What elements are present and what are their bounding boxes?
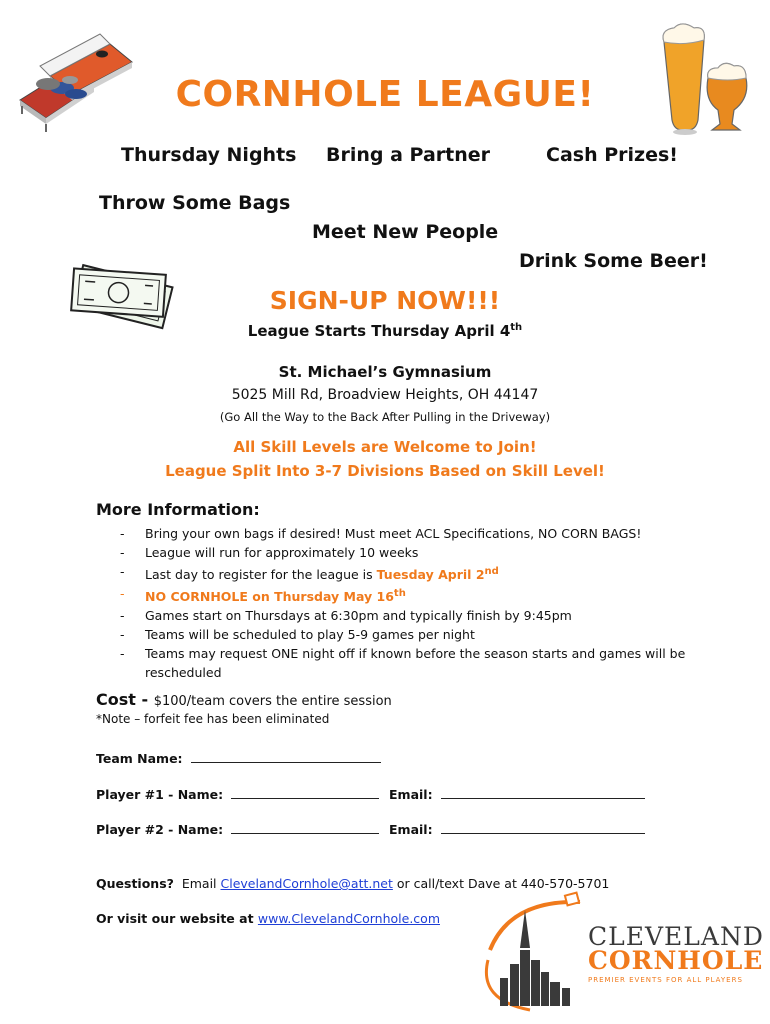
- logo-cleveland: CLEVELAND: [588, 922, 764, 951]
- questions-pre: Email: [173, 876, 221, 891]
- cost-note: *Note – forfeit fee has been eliminated: [96, 712, 330, 726]
- list-item: [120, 625, 720, 644]
- player1-email-label: Email:: [389, 787, 433, 802]
- email-link[interactable]: ClevelandCornhole@att.net: [220, 876, 393, 891]
- player1-name-field[interactable]: [231, 786, 379, 799]
- list-item: [120, 562, 720, 584]
- register-deadline-sup: nd: [484, 566, 499, 577]
- tagline-thursday: Thursday Nights: [121, 144, 297, 166]
- cleveland-cornhole-logo: [470, 890, 764, 1020]
- welcome-line-2: League Split Into 3-7 Divisions Based on Skill Level!: [165, 462, 605, 480]
- bullet-dash: -: [120, 586, 125, 602]
- info-item-text: League will run for approximately 10 weeks: [145, 545, 419, 560]
- player1-name-label: Player #1 - Name:: [96, 787, 224, 802]
- cost-line: [96, 690, 392, 709]
- tagline-people: Meet New People: [312, 221, 499, 243]
- logo-tagline: PREMIER EVENTS FOR ALL PLAYERS: [588, 976, 743, 984]
- info-item-text: Games start on Thursdays at 6:30pm and typically finish by 9:45pm: [145, 608, 572, 624]
- tagline-bags: Throw Some Bags: [99, 192, 291, 214]
- list-item: [120, 606, 720, 625]
- league-start-text: League Starts Thursday April 4: [247, 322, 511, 340]
- list-item: [120, 644, 720, 682]
- info-item-text: Bring your own bags if desired! Must meet ACL Specifications, NO CORN BAGS!: [145, 526, 642, 541]
- tagline-partner: Bring a Partner: [326, 144, 491, 166]
- tagline-beer: Drink Some Beer!: [519, 250, 708, 272]
- player1-name-row: [96, 786, 379, 802]
- list-item: [120, 584, 720, 606]
- player1-email-row: [389, 786, 645, 802]
- signup-heading: SIGN-UP NOW!!!: [269, 286, 501, 315]
- venue-name: St. Michael’s Gymnasium: [278, 363, 492, 381]
- player2-email-field[interactable]: [441, 821, 645, 834]
- more-info-heading: More Information:: [96, 500, 260, 519]
- bullet-dash: -: [120, 627, 125, 643]
- list-item: [120, 524, 720, 543]
- league-start-sup: th: [510, 322, 523, 333]
- website-line: [96, 911, 440, 926]
- venue-address: 5025 Mill Rd, Broadview Heights, OH 44147: [231, 387, 539, 403]
- team-name-row: [96, 750, 381, 766]
- bullet-dash: -: [120, 608, 125, 624]
- bullet-dash: -: [120, 564, 125, 579]
- cost-label: Cost -: [96, 690, 154, 709]
- no-cornhole-date-sup: th: [393, 588, 406, 600]
- website-label: Or visit our website at: [96, 911, 258, 926]
- bullet-dash: -: [120, 526, 125, 541]
- cost-text: $100/team covers the entire session: [153, 694, 392, 709]
- venue-note: (Go All the Way to the Back After Pulling in the Driveway): [219, 410, 551, 424]
- info-item-text: Teams may request ONE night off if known before the season starts and games will be rescheduled: [145, 646, 686, 681]
- questions-label: Questions?: [96, 876, 174, 891]
- player2-name-label: Player #2 - Name:: [96, 822, 224, 837]
- welcome-line-1: All Skill Levels are Welcome to Join!: [233, 438, 537, 456]
- list-item: [120, 543, 720, 562]
- bullet-dash: -: [120, 646, 125, 662]
- register-deadline: Tuesday April 2: [376, 567, 485, 583]
- player2-name-field[interactable]: [231, 821, 379, 834]
- team-name-field[interactable]: [191, 750, 381, 763]
- questions-line: [96, 876, 609, 891]
- questions-post: or call/text Dave at 440-570-5701: [392, 876, 610, 891]
- skyline-icon: [470, 890, 590, 1020]
- more-info-list: [120, 524, 720, 682]
- tagline-prizes: Cash Prizes!: [546, 144, 678, 166]
- website-link[interactable]: www.ClevelandCornhole.com: [257, 911, 440, 926]
- no-cornhole-date: NO CORNHOLE on Thursday May 16: [145, 589, 394, 605]
- player2-email-label: Email:: [389, 822, 433, 837]
- team-name-label: Team Name:: [96, 751, 183, 766]
- league-start: [0, 322, 770, 340]
- info-item-text: Last day to register for the league is: [145, 567, 377, 583]
- player2-name-row: [96, 821, 379, 837]
- page-title: CORNHOLE LEAGUE!: [175, 74, 595, 115]
- logo-cornhole: CORNHOLE: [588, 946, 764, 975]
- bullet-dash: -: [120, 545, 125, 560]
- player2-email-row: [389, 821, 645, 837]
- info-item-text: Teams will be scheduled to play 5-9 games per night: [145, 627, 475, 643]
- player1-email-field[interactable]: [441, 786, 645, 799]
